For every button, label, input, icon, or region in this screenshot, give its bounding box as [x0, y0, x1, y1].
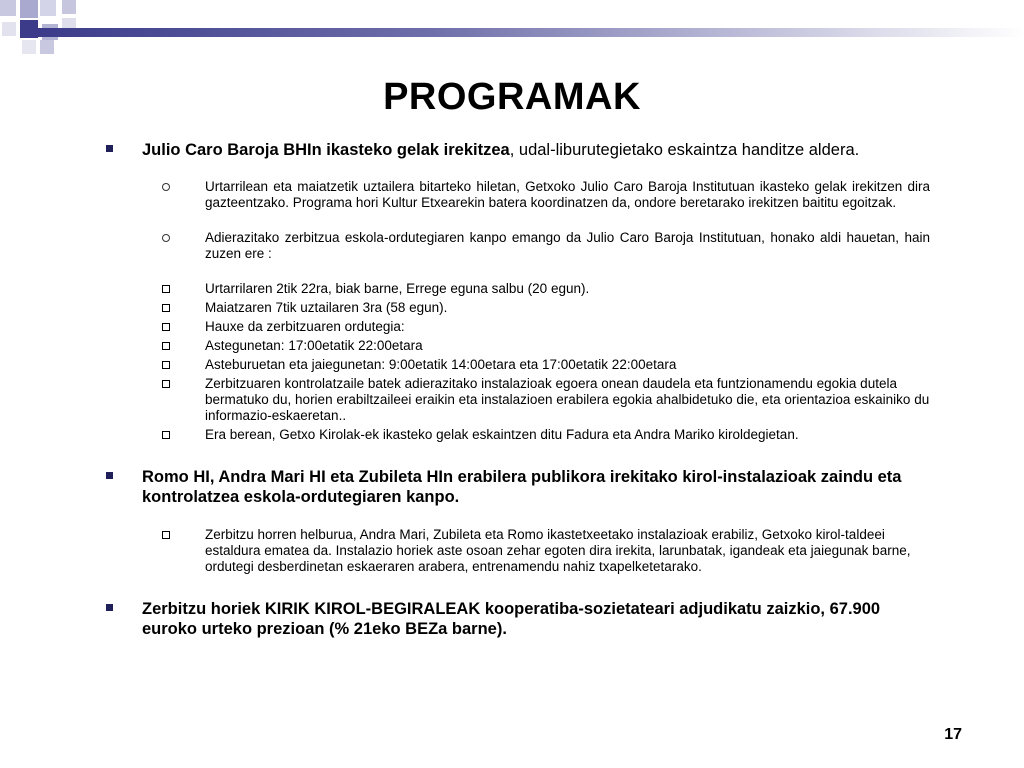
decor-square — [40, 0, 56, 16]
decor-square — [22, 40, 36, 54]
detail-text: Asteburuetan eta jaiegunetan: 9:00etatik 14:00etara eta 17:00etatik 22:00etara — [205, 357, 677, 372]
detail-item — [100, 376, 930, 424]
detail-item — [100, 338, 930, 354]
slide-title: PROGRAMAK — [383, 76, 641, 118]
detail-text: Astegunetan: 17:00etatik 22:00etara — [205, 338, 423, 353]
decor-square — [20, 20, 38, 38]
header-gradient-bar — [38, 28, 1024, 37]
bullet-item-1-text: , udal-liburutegietako eskaintza handitze aldera. — [509, 141, 860, 159]
sub-item-1-2 — [100, 230, 930, 262]
decor-square — [0, 0, 16, 16]
square-outline-bullet-icon — [162, 323, 170, 331]
detail-item — [100, 319, 930, 335]
bullet-item-1 — [100, 140, 930, 160]
detail-text: Era berean, Getxo Kirolak-ek ikasteko gelak eskaintzen ditu Fadura eta Andra Mariko kiroldegietan. — [205, 427, 799, 442]
detail-item — [100, 357, 930, 373]
sub-item-1-1 — [100, 179, 930, 211]
decor-square — [62, 0, 76, 14]
detail-item — [100, 281, 930, 297]
detail-text: Urtarrilaren 2tik 22ra, biak barne, Errege eguna salbu (20 egun). — [205, 281, 590, 296]
detail-item — [100, 300, 930, 316]
circle-bullet-icon — [162, 183, 170, 191]
bullet-item-2-bold: Romo HI, Andra Mari HI eta Zubileta HIn erabilera publikora irekitako kirol-instalazioak zaindu eta kontrolatzea eskola-ordutegiaren kanpo. — [142, 468, 902, 506]
square-outline-bullet-icon — [162, 361, 170, 369]
bullet-item-3-bold: Zerbitzu horiek KIRIK KIROL-BEGIRALEAK kooperatiba-sozietateari adjudikatu zaizkio, 67.900 euroko urteko prezioan (% 21eko BEZa barne). — [142, 600, 881, 638]
detail-item — [100, 527, 930, 575]
square-outline-bullet-icon — [162, 342, 170, 350]
sub-item-text: Urtarrilean eta maiatzetik uztailera bitarteko hiletan, Getxoko Julio Caro Baroja Institutuan ikasteko gelak irekitzen dira gazteentzako. Programa hori Kultur Etxearekin batera koordinatzen da, ondore beretarako irekitzen baititu egoitzak. — [205, 179, 930, 210]
circle-bullet-icon — [162, 234, 170, 242]
decor-square — [40, 40, 54, 54]
sub-item-text: Adierazitako zerbitzua eskola-ordutegiaren kanpo emango da Julio Caro Baroja Institutuan, honako aldi hauetan, hain zuzen ere : — [205, 230, 930, 261]
square-outline-bullet-icon — [162, 431, 170, 439]
bullet-item-2 — [100, 467, 930, 507]
square-outline-bullet-icon — [162, 531, 170, 539]
decor-square — [20, 0, 38, 18]
detail-text: Maiatzaren 7tik uztailaren 3ra (58 egun). — [205, 300, 448, 315]
square-outline-bullet-icon — [162, 285, 170, 293]
square-outline-bullet-icon — [162, 380, 170, 388]
detail-item — [100, 427, 930, 443]
slide-content — [100, 140, 930, 639]
square-bullet-icon — [106, 145, 113, 152]
square-bullet-icon — [106, 472, 113, 479]
detail-text: Zerbitzuaren kontrolatzaile batek adierazitako instalazioak egoera onean daudela eta funtzionamendu egokia dutela bermatuko du, horien erabiltzaileei eraikin eta instalazioen erabilera egokia ahalbidetuko die, eta orientazioa eskainiko du informazio-eskaeretan.. — [205, 376, 930, 423]
detail-text: Zerbitzu horren helburua, Andra Mari, Zubileta eta Romo ikastetxeetako instalazioak erabiliz, Getxoko kirol-taldeei estaldura ematea da. Instalazio horiek aste osoan zehar egoten dira irekita, larunbatak, igandeak eta jaiegunak barne, ordutegi desberdinetan eskaeraren arabera, entrenamendu nahiz txapelketetarako. — [205, 527, 911, 574]
bullet-item-1-bold: Julio Caro Baroja BHIn ikasteko gelak irekitzea — [142, 141, 510, 159]
square-bullet-icon — [106, 604, 113, 611]
bullet-item-3 — [100, 599, 930, 639]
decor-square — [2, 22, 16, 36]
square-outline-bullet-icon — [162, 304, 170, 312]
detail-text: Hauxe da zerbitzuaren ordutegia: — [205, 319, 405, 334]
page-number: 17 — [944, 726, 962, 743]
